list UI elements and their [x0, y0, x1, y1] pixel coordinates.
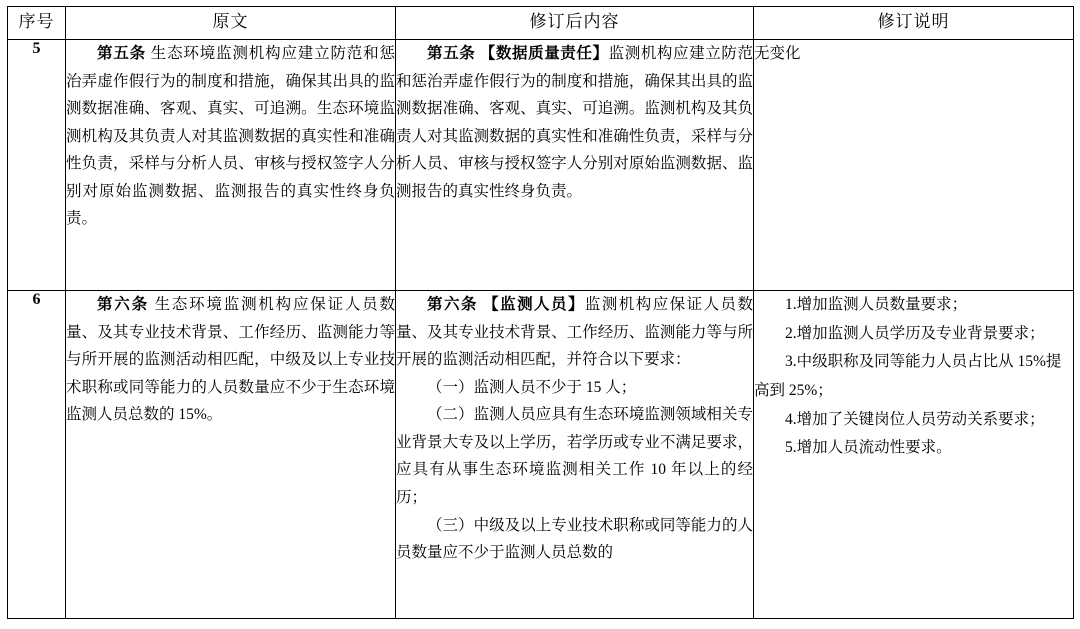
note-item: 3.中级职称及同等能力人员占比从 15%提高到 25%； — [754, 353, 1062, 400]
paragraph-text: （一）监测人员不少于 15 人； — [427, 378, 637, 396]
table-body — [8, 40, 1074, 619]
paragraph — [396, 374, 753, 402]
note-item: 2.增加监测人员学历及专业背景要求； — [785, 324, 1045, 342]
article-label: 第五条 — [97, 45, 147, 62]
article-label: 第五条 — [427, 45, 476, 62]
paragraph-text: 生态环境监测机构应保证人员数量、及其专业技术背景、工作经历、监测能力等与所开展的监测活动相匹配，中级及以上专业技术职称或同等能力的人员数量应不少于生态环境监测人员总数的 15%。 — [66, 296, 395, 424]
note-item: 4.增加了关键岗位人员劳动关系要求； — [785, 410, 1045, 428]
note-item: 1.增加监测人员数量要求； — [785, 296, 968, 313]
paragraph — [396, 40, 753, 205]
paragraph — [396, 512, 753, 567]
article-label: 第六条 — [427, 296, 478, 313]
row-index-cell: 5 — [8, 40, 66, 291]
paragraph — [66, 291, 395, 429]
column-header-original: 原文 — [66, 7, 396, 40]
note-item: 无变化 — [754, 45, 801, 62]
table-row — [8, 291, 1074, 619]
note-item: 5.增加人员流动性要求。 — [785, 439, 952, 457]
paragraph-text: 监测机构应建立防范和惩治弄虚作假行为的制度和措施，确保其出具的监测数据准确、客观、真实、可追溯。监测机构及其负责人对其监测数据的真实性和准确性负责，采样与分析人员、审核与授权签字人分别对原始监测数据、监测报告的真实性终身负责。 — [396, 45, 753, 200]
paragraph — [396, 291, 753, 374]
column-header-index: 序号 — [8, 7, 66, 40]
row-note-cell — [754, 40, 1074, 291]
row-note-cell — [754, 291, 1074, 619]
table-header-row — [8, 7, 1074, 40]
document-page — [0, 6, 1080, 629]
paragraph-text: 监测机构应保证人员数量、及其专业技术背景、工作经历、监测能力等与所开展的监测活动相匹配，并符合以下要求： — [396, 296, 753, 369]
paragraph — [396, 401, 753, 511]
revision-comparison-table — [7, 6, 1074, 619]
article-label: 【监测人员】 — [477, 296, 585, 313]
paragraph-text: （二）监测人员应具有生态环境监测领域相关专业背景大专及以上学历，若学历或专业不满足要求，应具有从事生态环境监测相关工作 10 年以上的经历； — [396, 406, 753, 507]
paragraph-text: 生态环境监测机构应建立防范和惩治弄虚作假行为的制度和措施，确保其出具的监测数据准确、客观、真实、可追溯。生态环境监测机构及其负责人对其监测数据的真实性和准确性负责，采样与分析人员、审核与授权签字人分别对原始监测数据、监测报告的真实性终身负责。 — [66, 45, 395, 228]
table-header — [8, 7, 1074, 40]
row-original-cell — [66, 291, 396, 619]
row-revised-cell — [396, 291, 754, 619]
row-original-cell — [66, 40, 396, 291]
column-header-revised: 修订后内容 — [396, 7, 754, 40]
column-header-note: 修订说明 — [754, 7, 1074, 40]
article-label: 第六条 — [97, 296, 149, 313]
paragraph — [66, 40, 395, 233]
row-index-cell: 6 — [8, 291, 66, 619]
row-revised-cell — [396, 40, 754, 291]
table-row — [8, 40, 1074, 291]
article-label: 【数据质量责任】 — [475, 45, 609, 62]
paragraph-text: （三）中级及以上专业技术职称或同等能力的人员数量应不少于监测人员总数的 — [396, 516, 753, 562]
